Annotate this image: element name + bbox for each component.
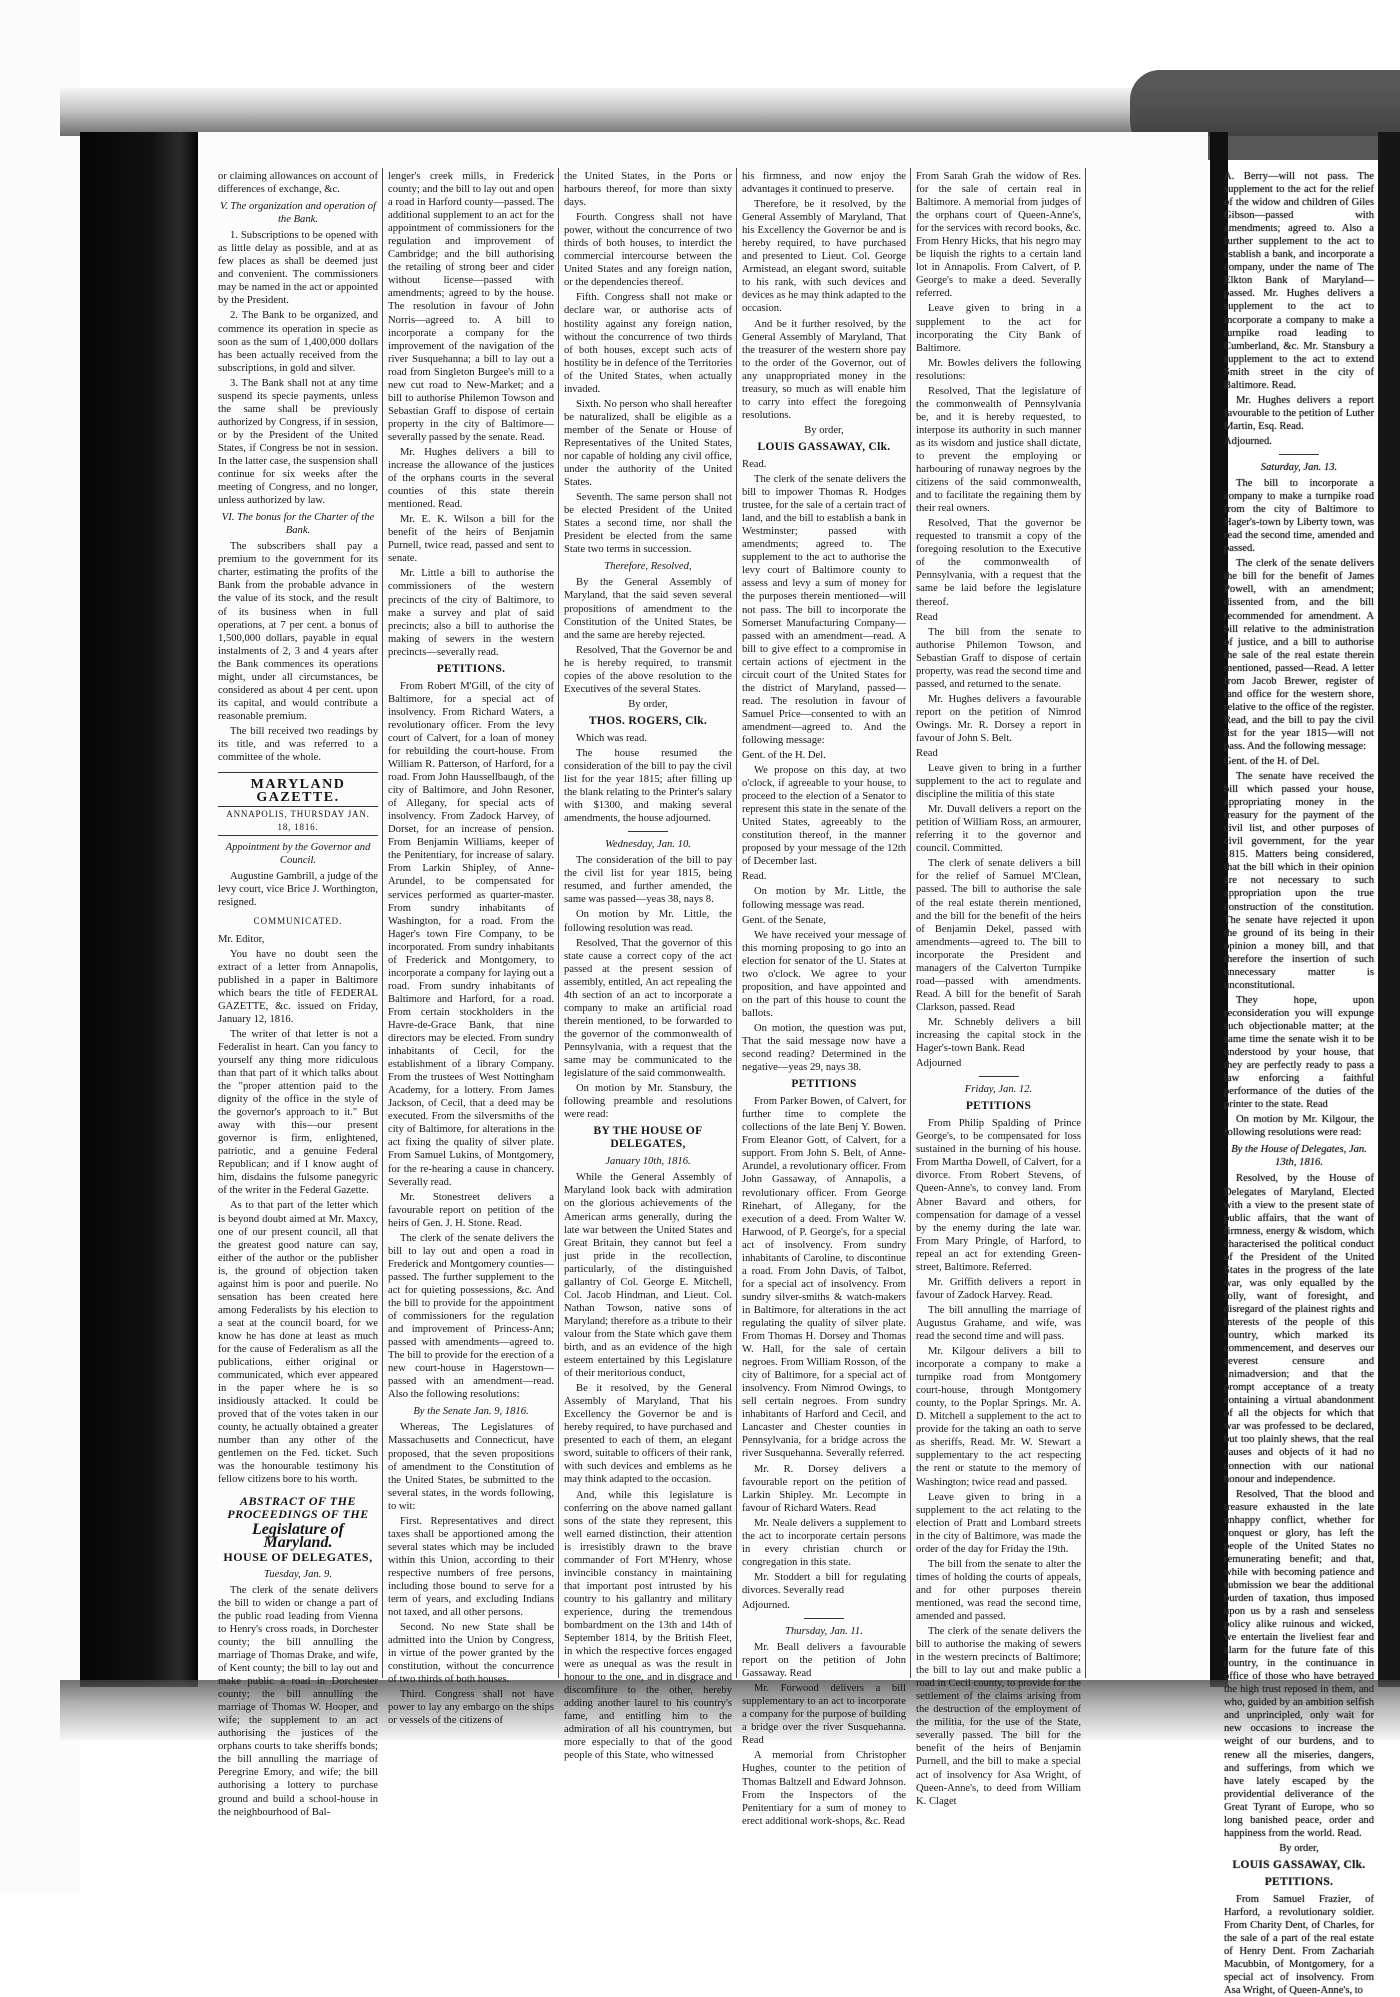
- paragraph: lenger's creek mills, in Frederick county; and the bill to lay out and open a road in Harford county—passed. The additional supplement to an act for the appointment of commissioners for the regulation and improvement of Cambridge; and the bill authorising the retailing of strong beer and cider without license—passed with amendments; agreed to by the house. The resolution in favour of John Norris—agreed to. A bill to incorporate a company for the improvement of the navigation of the river Susquehanna; a bill to lay out a road from Singleton Burgee's mill to a new cut road to New-Market; and a bill to authorise Philemon Towson and Sebastian Graff to dispose of certain property in the city of Baltimore—severally passed by the senate. Read.: [388, 171, 554, 443]
- page-gutter-far-right: [1378, 132, 1400, 1687]
- paragraph: On motion by Mr. Stansbury, the following preamble and resolutions were read:: [564, 1083, 732, 1121]
- paragraph: Mr. Hughes delivers a bill to increase the allowance of the justices of the orphans courts in the several counties of this state therein mentioned. Read.: [388, 446, 554, 511]
- paragraph: A. Berry—will not pass. The supplement to the act for the relief of the widow and children of Giles Gibson—passed with amendments; agreed to. Also a further supplement to the act to establish a bank, and incorporate a company, under the name of The Elkton Bank of Maryland—passed. Mr. Hughes delivers a supplement to the act to incorporate a company to make a turnpike road leading to Cumberland, &c. Mr. Stansbury a supplement to the act to extend Smith street in the city of Baltimore. Read.: [1224, 171, 1374, 391]
- masthead: MARYLAND GAZETTE.: [218, 772, 378, 804]
- book-spine: [80, 132, 198, 1687]
- paragraph: By the General Assembly of Maryland, that the said seven several propositions of amendment to the Constitution of the United States, be and the same are hereby rejected.: [564, 577, 732, 641]
- paragraph: Mr. Beall delivers a favourable report on the petition of John Gassaway. Read: [742, 1642, 906, 1680]
- paragraph: The house resumed the consideration of the bill to pay the civil list for the year 1815; after filling up the blank relating to the Printer's salary with $1300, and making several amendments, the house adjourned.: [564, 747, 732, 825]
- paragraph: Adjourned.: [1224, 435, 1272, 447]
- paragraph: Mr. Duvall delivers a report on the petition of William Ross, an armourer, referring it to the governor and council. Committed.: [916, 804, 1081, 855]
- caps-heading: PETITIONS.: [436, 662, 506, 675]
- paragraph: Mr. Little a bill to authorise the commissioners of the western precincts of the city of Baltimore, to make a survey and plat of said precincts; also a bill to authorise the making of sewers in the western precincts—severally read.: [388, 568, 554, 658]
- paragraph: Therefore, Resolved,: [604, 561, 692, 573]
- paragraph: The bill received two readings by its title, and was referred to a committee of the whole.: [218, 725, 378, 764]
- paragraph: Wednesday, Jan. 10.: [605, 839, 691, 851]
- paragraph: Thursday, Jan. 11.: [785, 1626, 863, 1638]
- paragraph: Friday, Jan. 12.: [964, 1084, 1033, 1096]
- paragraph: And be it further resolved, by the General Assembly of Maryland, That the treasurer of the western shore pay to the order of the Governor, out of any unappropriated money in the treasury, so much as will enable him to carry into effect the foregoing resolutions.: [742, 318, 906, 421]
- paragraph: The clerk of the senate delivers the bill for the benefit of James Powell, with an amendment; dissented from, and the bill recommended for amendment. A bill relative to the administration of justice, and a bill to authorise the sale of the real estate therein mentioned, passed—Read. A letter from Jacob Brewer, register of land office for the western shore, relative to the office of the register. Read, and the bill to pay the civil list for the year 1815—will not pass. And the following message:: [1224, 558, 1374, 752]
- paragraph: Resolved, That the governor of this state cause a correct copy of the act passed at the present session of assembly, entitled, An act repealing the 4th section of an act to incorporate a company to make an artificial road therein mentioned, to be forwarded to the governor of the commonwealth of Pennsylvania, with a request that the same may be communicated to the legislature of the said commonwealth.: [564, 937, 732, 1080]
- paragraph: Read.: [742, 458, 767, 470]
- caps-heading: THOS. ROGERS, Clk.: [588, 714, 708, 727]
- paragraph: By order,: [628, 698, 668, 710]
- column-6-adjacent-page: [1224, 170, 1374, 1997]
- paragraph: And, while this legislature is conferring on the above named gallant sons of the state they represent, this well earned distinction, their attention is irresistibly drawn to the brave commander of Fort M'Henry, whose invincible constancy in maintaining that important post intrusted by his country to his gallantry and military experience, during the tremendous bombardment on the 13th and 14th of September 1814, by the British Fleet, in which the respective forces engaged were as unequal as was the result in honour to the one, and in disgrace and discomfiture to the other, hereby adding another laurel to his country's fame, and entitling him to the admiration of all his countrymen, but more especially to that of the good people of this State, who witnessed: [564, 1489, 732, 1762]
- paragraph: Mr. Griffith delivers a report in favour of Zadock Harvey. Read.: [916, 1276, 1081, 1301]
- paragraph: The senate have received the bill which passed your house, appropriating money in the treasury for the payment of the civil list, and other purposes of civil government, for the year 1815. Matters being considered, that the bill which in their opinion are not necessary to such appropriation upon the true construction of the constitution. The senate have rejected it upon the ground of its being in their opinion a money bill, and that therefore the insertion of such unnecessary matter is unconstitutional.: [1224, 771, 1374, 991]
- column-5: [916, 170, 1081, 1807]
- paragraph: By the Senate Jan. 9, 1816.: [413, 1406, 529, 1418]
- paragraph: Therefore, be it resolved, by the General Assembly of Maryland, That his Excellency the Governor be and is hereby required, to have purchased and presented to Lieut. Col. George Armistead, an elegant sword, suitable to his rank, with such devices and devices as he may think adapted to the occasion.: [742, 199, 906, 315]
- paragraph: From Parker Bowen, of Calvert, for further time to complete the collections of the late Benj Y. Bowen. From Eleanor Gott, of Calvert, for a support. From John S. Belt, of Anne-Arundel, a revolutionary officer. From John Gassaway, of Annapolis, a revolutionary officer. From George Rinehart, of Allegany, for the execution of a deed. From Walter W. Harwood, of P. George's, for a special act of insolvency. From sundry inhabitants of Caroline, to discontinue a road. From John Davis, of Talbot, for a special act of insolvency. From sundry silver-smiths & watch-makers in Baltimore, for alterations in the act regulating the quality of silver plate. From Thomas H. Dorsey and Thomas W. Hall, for the sale of certain negroes. From William Rosson, of the city of Baltimore, for a special act of insolvency. From Nimrod Owings, to sell certain negroes. From sundry inhabitants of Harford and Cecil, and Lancaster and Chester counties in Pennsylvania, for a bridge across the river Susquehanna. Severally referred.: [742, 1096, 906, 1460]
- paragraph: Gent. of the H. Del.: [742, 750, 826, 762]
- paragraph: By the House of Delegates, Jan. 13th, 1816.: [1231, 1144, 1367, 1169]
- paragraph: 1. Subscriptions to be opened with as little delay as possible, and at as few places as shall be deemed just and convenient. The commissioners may be named in the act or appointed by the President.: [218, 230, 378, 307]
- column-rule: [910, 168, 911, 1678]
- paragraph: his firmness, and now enjoy the advantages it continued to preserve.: [742, 171, 906, 196]
- paragraph: First. Representatives and direct taxes shall be apportioned among the several states which may be included within this Union, according to their respective numbers of free persons, including those bound to serve for a term of years, and excluding Indians not taxed, and all other persons.: [388, 1515, 554, 1619]
- column-rule: [736, 168, 737, 1678]
- paragraph: Mr. Hughes delivers a report favourable to the petition of Luther Martin, Esq. Read.: [1224, 394, 1374, 432]
- paragraph: Mr. Stoddert a bill for regulating divorces. Severally read: [742, 1571, 906, 1596]
- column-1: [218, 170, 378, 1818]
- paragraph: Gent. of the H. of Del.: [1224, 756, 1320, 768]
- paragraph: By order,: [1279, 1842, 1319, 1854]
- paragraph: Mr. Schnebly delivers a bill increasing the capital stock in the Hager's-town Bank. Read: [916, 1016, 1081, 1055]
- column-rule: [382, 168, 383, 1678]
- paragraph: Fifth. Congress shall not make or declare war, or authorise acts of hostility against any foreign nation, without the concurrence of two thirds of both houses, except such acts of hostility be in defence of the Territories of the United States, when actually invaded.: [564, 292, 732, 395]
- dateline: ANNAPOLIS, THURSDAY JAN. 18, 1816.: [218, 806, 378, 836]
- paragraph: Read.: [742, 871, 767, 883]
- separator: [804, 1618, 844, 1619]
- paragraph: Leave given to bring in a supplement to the act for incorporating the City Bank of Baltimore.: [916, 303, 1081, 354]
- column-4: [742, 170, 906, 1827]
- paragraph: Leave given to bring in a further supplement to the act to regulate and discipline the militia of this state: [916, 763, 1081, 801]
- paragraph: Sixth. No person who shall hereafter be naturalized, shall be eligible as a member of the Senate or House of Representatives of the United States, nor capable of holding any civil office, under the authority of the United States.: [564, 398, 732, 489]
- paragraph: From Robert M'Gill, of the city of Baltimore, for a special act of insolvency. From Richard Waters, a revolutionary officer. From the levy court of Calvert, for a loan of money for rebuilding the court-house. From William R. Patterson, of Harford, for a road. From John Haussellbaugh, of the city of Baltimore, and John Resoner, of Allegany, for special acts of insolvency. From Zadock Harvey, of Dorset, for an increase of pension. From Benjamin Williams, keeper of the Penitentiary, for increase of salary. From Larkin Shipley, of Anne-Arundel, to be compensated for services performed as quarter-master. From sundry inhabitants of Washington, for a road. From the Hager's town Fire Company, to be incorporated. From sundry inhabitants of Frederick and Montgomery, to incorporate a company for laying out a road. From sundry inhabitants of Baltimore and Harford, for a road. From certain stockholders in the Havre-de-Grace Bank, that nine directors may be elected. From sundry inhabitants of Cecil, for the establishment of a library Company. From the trustees of West Nottingham Academy, for a lottery. From James Jackson, of Cecil, that a deed may be executed. From the silversmiths of the city of Baltimore, for alterations in the act fixing the quality of silver plate. From Samuel Lukins, of Montgomery, for the re-hearing a cause in chancery. Severally read.: [388, 680, 554, 1188]
- paragraph: Mr. Forwood delivers a bill supplementary to an act to incorporate a company for the purpose of building a bridge over the river Susquehanna. Read: [742, 1683, 906, 1747]
- paragraph: Seventh. The same person shall not be elected President of the United States a second time, nor shall the President be elected from the same State two terms in succession.: [564, 492, 732, 556]
- paragraph: Gent. of the Senate,: [742, 914, 826, 926]
- paragraph: Mr. Kilgour delivers a bill to incorporate a company to make a turnpike road from Montgomery court-house, through Montgomery county, to the Poplar Springs. Mr. A. D. Mitchell a supplement to the act to provide for the taking an oath to serve as sheriffs, Read. Mr. W. Stewart a supplementary to the act respecting the rent or statute to the memory of Washington; twice read and passed.: [916, 1346, 1081, 1488]
- paragraph: As to that part of the letter which is beyond doubt aimed at Mr. Maxcy, one of our present council, all that the greatest good nature can say, either of the author or the publisher is, the ground of objection taken against him is poor and puerile. No sensation has been created here among Federalists by his election to a seat at the council board, for we know he has done at least as much for the cause of Federalism as all the publications, either original or communicated, which ever appeared in the paper where he is so insidiously attacked. It could be proved that of the votes taken in our county, he actually obtained a greater number than any other of the gentlemen on the Fed. ticket. Such was the honourable testimony his fellow citizens bore to his worth.: [218, 1200, 378, 1486]
- paragraph: Read: [916, 748, 938, 760]
- caps-heading: LOUIS GASSAWAY, Clk.: [1232, 1858, 1366, 1871]
- paragraph: Read: [916, 611, 938, 623]
- caps-heading: PETITIONS: [791, 1078, 857, 1091]
- column-rule: [558, 168, 559, 1678]
- paragraph: Which was read.: [576, 732, 647, 744]
- paragraph: Appointment by the Governor and Council.: [225, 842, 371, 867]
- paragraph: The bill from the senate to authorise Philemon Towson, and Sebastian Graff to dispose of certain property, was read the second time and passed, and returned to the senate.: [916, 626, 1081, 690]
- column-3: [564, 170, 732, 1762]
- paragraph: Augustine Gambrill, a judge of the levy court, vice Brice J. Worthington, resigned.: [218, 871, 378, 909]
- paragraph: The writer of that letter is not a Federalist in heart. Can you fancy to yourself any thing more ridiculous than that part of it which talks about the "proper attention paid to the dignity of the office in the style of the governor's approach to it." But away with this—our present governor is firm, enlightened, patriotic, and a genuine Federal Republican; and if I know aught of him, disdains the fulsome panegyric of the writer in the Federal Gazette.: [218, 1028, 378, 1197]
- paragraph: A memorial from Christopher Hughes, counter to the petition of Thomas Baltzell and Edward Johnson. From the Inspectors of the Penitentiary for a sum of money to erect additional work-shops, &c. Read: [742, 1750, 906, 1827]
- paragraph: Mr. Neale delivers a supplement to the act to incorporate certain persons in every christian church or congregation in this state.: [742, 1517, 906, 1568]
- caps-heading: PETITIONS: [965, 1100, 1032, 1113]
- paragraph: The clerk of the senate delivers the bill to impower Thomas R. Hodges trustee, for the sale of a certain tract of land, and the bill to establish a bank in Westminster; passed with amendments; agreed to. The supplement to the act to authorise the levy court of Baltimore county to assess and levy a sum of money for the purposes therein mentioned—will not pass. The bill to incorporate the Somerset Manufacturing Company—passed with an amendment—read. A bill to give effect to a compromise in certain actions of ejectment in the circuit court of the United States for the district of Maryland, passed—read. The resolution in favour of Samuel Price—consented to with an amendment—agreed to. And the following message:: [742, 474, 906, 746]
- paragraph: The consideration of the bill to pay the civil list for year 1815, being resumed, and further amended, the same was passed—yeas 38, nays 8.: [564, 855, 732, 906]
- paragraph: On motion by Mr. Little, the following resolution was read.: [564, 909, 732, 934]
- paragraph: Resolved, That the Governor be and he is hereby required, to transmit copies of the above resolution to the Executives of the several States.: [564, 644, 732, 695]
- paragraph: Mr. E. K. Wilson a bill for the benefit of the heirs of Benjamin Purnell, twice read, passed and sent to senate.: [388, 514, 554, 565]
- paragraph: The clerk of the senate delivers the bill to authorise the making of sewers in the western precincts of Baltimore; the bill to lay out and make public a road in Cecil county, to provide for the settlement of the claims arising from the destruction of the employment of the militia, for the use of the State, severally passed. The bill for the benefit of the heirs of Benjamin Purnell, and the bill to make a special act of insolvency for Asa Wright, of Queen-Anne's, to deed from William K. Claget: [916, 1626, 1081, 1807]
- paragraph: On motion by Mr. Little, the following message was read.: [742, 886, 906, 911]
- caps-heading: PETITIONS.: [1264, 1875, 1334, 1888]
- paragraph: Resolved, That the blood and treasure exhausted in the late unhappy conflict, whether for conquest or glory, has left the people of the United States no remunerating benefit; and that, while with becoming patience and submission we bear the additional burden of taxation, thus imposed upon us by a rash and senseless policy alike ruinous and wicked, we entertain the liveliest fear and alarm for the future fate of this country, in the continuance in office of those who have betrayed the high trust reposed in them, and who, guided by an ambition selfish and unprincipled, only wait for new occasions to increase the weight of our burdens, and to renew all the miseries, dangers, and sufferings, from which we have lately escaped by the providential deliverance of the Great Tyrant of Europe, who so long banished peace, order and happiness from the world. Read.: [1224, 1488, 1374, 1839]
- paragraph: They hope, upon reconsideration you will expunge such objectionable matter; at the same time the senate wish it to be understood by your house, that they are perfectly ready to pass a law enforcing a faithful performance of the duties of the printer to the state. Read: [1224, 994, 1374, 1111]
- paragraph: Resolved, That the governor be requested to transmit a copy of the foregoing resolution to the Executive of the commonwealth of Pennsylvania, with a request that the same be laid before the legislature thereof.: [916, 518, 1081, 608]
- paragraph: From Sarah Grah the widow of Res. for the sale of certain real in Baltimore. A memorial from judges of the orphans court of Queen-Anne's, for the services with record books, &c. From Henry Hicks, that his negro may be liquish the rights to a certain land lot in Annapolis. From Calvert, of P. George's to make a deed. Severally referred.: [916, 171, 1081, 300]
- separator: [979, 1076, 1019, 1077]
- paragraph: Adjourned.: [742, 1599, 790, 1611]
- paragraph: We propose on this day, at two o'clock, if agreeable to your house, to proceed to the election of a Senator to represent this state in the senate of the United States, agreeably to the constitution thereof, in the manner proposed by your message of the 12th of December last.: [742, 765, 906, 868]
- house-heading: HOUSE OF DELEGATES,: [223, 1549, 373, 1564]
- scan-margin: [0, 0, 80, 1895]
- paragraph: Mr. Hughes delivers a favourable report on the petition of Nimrod Owings. Mr. R. Dorsey a report in favour of John S. Belt.: [916, 693, 1081, 744]
- paragraph: Mr. Editor,: [218, 933, 265, 945]
- paragraph: Fourth. Congress shall not have power, without the concurrence of two thirds of both houses, to interdict the commercial intercourse between the United States and any foreign nation, or the dependencies thereof.: [564, 212, 732, 289]
- subheading: COMMUNICATED.: [253, 916, 343, 927]
- paragraph: Saturday, Jan. 13.: [1260, 461, 1338, 473]
- paragraph: From Samuel Frazier, of Harford, a revolutionary soldier. From Charity Dent, of Charles, for the sale of a part of the real estate of Henry Dent. From Zachariah Macubbin, of Montgomery, for a special act of insolvency. From Asa Wright, of Queen-Anne's, to: [1224, 1894, 1374, 1997]
- paragraph: By order,: [804, 424, 844, 436]
- paragraph: January 10th, 1816.: [605, 1156, 691, 1168]
- paragraph: The bill to incorporate a company to make a turnpike road from the city of Baltimore to Hager's-town by Liberty town, was read the second time, amended and passed.: [1224, 478, 1374, 555]
- paragraph: The clerk of senate delivers a bill for the relief of Samuel M'Clean, passed. The bill to authorise the sale of the real estate therein mentioned, and the bill for the benefit of the heirs of Benjamin Dekel, passed with amendments—agreed to. The bill to incorporate the President and managers of the Calverton Turnpike road—passed with amendments. Read. A bill for the benefit of Sarah Clarkson, passed. Read: [916, 858, 1081, 1013]
- paragraph: Mr. R. Dorsey delivers a favourable report on the petition of Larkin Shipley. Mr. Lecompte in favour of Richard Waters. Read: [742, 1463, 906, 1514]
- paragraph: Tuesday, Jan. 9.: [264, 1568, 332, 1580]
- paragraph: Whereas, The Legislatures of Massachusetts and Connecticut, have proposed, that the seven propositions of amendment to the Constitution of the United States, be submitted to the several states, in the words following, to wit:: [388, 1422, 554, 1512]
- column-rule: [1085, 168, 1086, 1678]
- paragraph: V. The organization and operation of the Bank.: [220, 201, 376, 226]
- caps-heading: LOUIS GASSAWAY, Clk.: [757, 440, 891, 453]
- paragraph: The subscribers shall pay a premium to the government for its charter, estimating the profits of the Bank from the probable advance in the value of its stock, and the result of its business when in full operations, at 7 per cent. a bonus of 1,500,000 dollars, payable in equal instalments of 2, 3 and 4 years after the Bank commences its operations might, under all circumstances, be considered as about 4 per cent. upon its capital, and would contribute a reasonable premium.: [218, 541, 378, 722]
- paragraph: 3. The Bank shall not at any time suspend its specie payments, unless the same shall be previously authorized by Congress, if in session, or by the President of the United States, if Congress be not in session. In the latter case, the suspension shall continue for six weeks after the meeting of Congress, and no longer, unless authorized by law.: [218, 377, 378, 507]
- paragraph: 2. The Bank to be organized, and commence its operation in specie as soon as the sum of 1,400,000 dollars has been actually received from the subscriptions, in gold and silver.: [218, 310, 378, 374]
- paragraph: Resolved, by the House of Delegates of Maryland, Elected with a view to the present state of public affairs, that the want of firmness, energy & wisdom, which characterised the political conduct of the President of the United States in the progress of the late war, was only equalled by the folly, want of foresight, and disregard of the plainest rights and interests of the people of this country, which marked its commencement, and deserves our severest censure and animadversion; and that the prompt acceptance of a treaty containing a virtual abandonment of all the objects for which that war was professed to be declared, but too plainly shews, that the real causes and objects of it had no connection with our national honour and independence.: [1224, 1173, 1374, 1485]
- paragraph: Mr. Bowles delivers the following resolutions:: [916, 357, 1081, 382]
- section-heading: ABSTRACT OF THE PROCEEDINGS OF THE: [227, 1493, 369, 1521]
- separator: [1279, 454, 1319, 455]
- paragraph: or claiming allowances on account of differences of exchange, &c.: [218, 171, 378, 196]
- paragraph: On motion, the question was put, That the said message now have a second reading? Determined in the negative—yeas 29, nays 38.: [742, 1022, 906, 1074]
- paragraph: Second. No new State shall be admitted into the Union by Congress, in virtue of the power granted by the constitution, without the concurrence of two thirds of both houses.: [388, 1622, 554, 1686]
- paragraph: Resolved, That the legislature of the commonwealth of Pennsylvania be, and it is hereby requested, to interpose its authority in such manner as its wisdom and justice shall dictate, to prevent the employing or harbouring of runaway negroes by the citizens of the said commonwealth, and to facilitate the regaining them by their real owners.: [916, 385, 1081, 515]
- paragraph: Adjourned: [916, 1058, 962, 1070]
- paragraph: The bill from the senate to alter the times of holding the courts of appeals, and for other purposes therein mentioned, was read the second time, amended and passed.: [916, 1558, 1081, 1622]
- section-title: Legislature of Maryland.: [252, 1520, 344, 1551]
- paragraph: The clerk of the senate delivers the bill to lay out and open a road in Frederick and Montgomery counties—passed. The further supplement to the act for quieting possessions, &c. And the bill to provide for the appointment of commissioners for the regulation and improvement of Princess-Ann; passed with amendments—agreed to. The bill to provide for the erection of a new court-house in Hagerstown—passed with an amendment—read. Also the following resolutions:: [388, 1232, 554, 1401]
- caps-heading: BY THE HOUSE OF DELEGATES,: [593, 1125, 703, 1151]
- separator: [628, 831, 668, 832]
- paragraph: The bill annulling the marriage of Augustus Grahame, and wife, was read the second time and will pass.: [916, 1304, 1081, 1342]
- paragraph: VI. The bonus for the Charter of the Bank.: [221, 512, 375, 537]
- paragraph: We have received your message of this morning proposing to go into an election for senator of the U. States at two o'clock. We agree to your proposition, and have appointed and on the part of this house to count the ballots.: [742, 929, 906, 1019]
- paragraph: the United States, in the Ports or harbours thereof, for more than sixty days.: [564, 171, 732, 209]
- paragraph: The clerk of the senate delivers the bill to widen or change a part of the public road leading from Vienna to Henry's cross roads, in Dorchester county; the bill annulling the marriage of Thomas Drake, and wife, of Kent county; the bill to lay out and make public a road in Dorchester county; the bill annulling the marriage of Thomas W. Hooper, and wife; the supplement to an act authorising the justices of the orphans courts to take sheriffs bonds; the bill annulling the marriage of Peregrine Emory, and wife; the bill authorising a lottery to purchase ground and build a school-house in the neighbourhood of Bal-: [218, 1584, 378, 1818]
- paragraph: Mr. Stonestreet delivers a favourable report on petition of the heirs of Gen. J. H. Stone. Read.: [388, 1191, 554, 1229]
- paragraph: Be it resolved, by the General Assembly of Maryland, That his Excellency the Governor be and is hereby required, to have purchased and presented to each of them, an elegant sword, suitable to officers of their rank, with such devices and emblems as he may think adapted to the occasion.: [564, 1383, 732, 1486]
- paragraph: From Philip Spalding of Prince George's, to be compensated for loss sustained in the burning of his house. From Martha Dowell, of Calvert, for a divorce. From Robert Stevens, of Queen-Anne's, to convey land. From Abner Bavard and others, for compensation for damage of a vessel by the enemy during the late war. From Mary Pringle, of Harford, to repeal an act for extending Green-street, Baltimore. Referred.: [916, 1118, 1081, 1273]
- paragraph: Leave given to bring in a supplement to the act relating to the election of Pratt and Lombard streets in the city of Baltimore, was made the order of the day for Friday the 19th.: [916, 1491, 1081, 1555]
- column-2: [388, 170, 554, 1727]
- paragraph: You have no doubt seen the extract of a letter from Annapolis, published in a paper in Baltimore which bears the title of FEDERAL GAZETTE, &c. issued on Friday, January 12, 1816.: [218, 948, 378, 1025]
- paragraph: Third. Congress shall not have power to lay any embargo on the ships or vessels of the citizens of: [388, 1689, 554, 1727]
- paragraph: While the General Assembly of Maryland look back with admiration on the glorious achievements of the American arms generally, during the late war between the United States and Great Britain, they cannot but feel a just pride in the recollection, particularly, of the distinguished gallantry of Col. George E. Mitchell, Col. Jacob Hindman, and Lieut. Col. Nathan Towson, native sons of Maryland; therefore as a tribute to their valour from the State which gave them birth, and as an evidence of the high esteem entertained by this Legislature of their meritorious conduct,: [564, 1172, 732, 1380]
- paragraph: On motion by Mr. Kilgour, the following resolutions were read:: [1224, 1114, 1374, 1139]
